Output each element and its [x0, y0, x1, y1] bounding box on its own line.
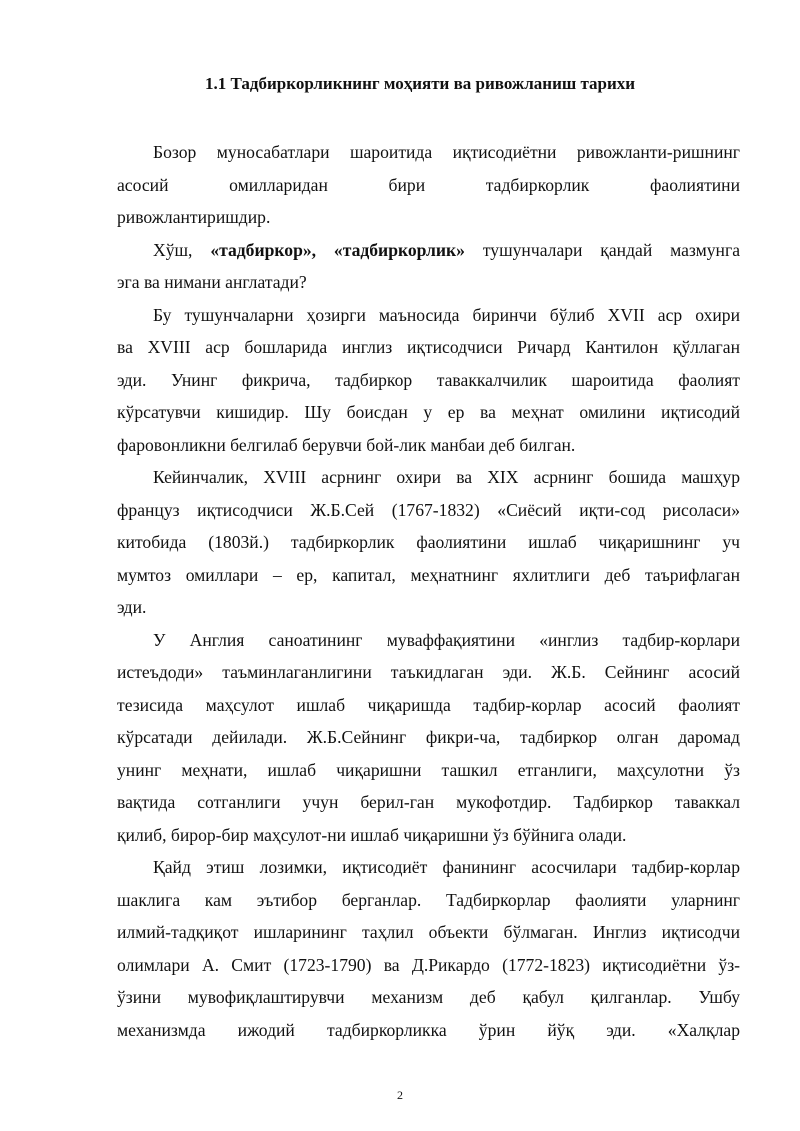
text-line: У Англия саноатининг муваффақиятини «инглиз тадбир-корлари: [153, 629, 740, 650]
text-line: вақтида сотганлиги учун берил-ган мукофотдир. Тадбиркор таваккал: [117, 792, 740, 812]
text-line: асосий омилларидан бири тадбиркорлик фаолиятини: [117, 174, 740, 195]
text-line: ва XVIII аср бошларида инглиз иқтисодчиси Ричард Кантилон қўллаган: [117, 337, 740, 357]
text-line: ривожлантиришдир.: [117, 207, 271, 227]
text-line: эга ва нимани англатади?: [117, 272, 307, 292]
text-line: тезисида маҳсулот ишлаб чиқаришда тадбир-корлар асосий фаолият: [117, 694, 740, 715]
text-line: истеъдоди» таъминлаганлигини таъкидлаган эди. Ж.Б. Сейнинг асосий: [117, 662, 740, 682]
text-line: Қайд этиш лозимки, иқтисодиёт фанининг асосчилари тадбир-корлар: [153, 857, 740, 877]
text-line: механизмда ижодий тадбиркорликка ўрин йўқ эди. «Халқлар: [117, 1019, 740, 1040]
text-line: ўзини мувофиқлаштирувчи механизм деб қабул қилганлар. Ушбу: [117, 987, 740, 1007]
bold-term: «тадбиркор», «тадбиркорлик»: [210, 239, 465, 260]
text-line: [117, 234, 740, 266]
text-line: эди. Унинг фикрича, тадбиркор таваккалчилик шароитида фаолият: [117, 369, 740, 390]
text-line: унинг меҳнати, ишлаб чиқаришни ташкил етганлиги, маҳсулотни ўз: [117, 759, 740, 780]
text-line: шаклига кам эътибор берганлар. Тадбиркорлар фаолияти уларнинг: [117, 889, 740, 910]
text-line: Кейинчалик, XVIII асрнинг охири ва XIX асрнинг бошида машҳур: [153, 467, 740, 487]
text-line: фаровонликни белгилаб берувчи бой-лик манбаи деб билган.: [117, 434, 576, 455]
text-fragment: тушунчалари қандай мазмунга: [464, 239, 740, 260]
text-line: Бу тушунчаларни ҳозирги маъносида биринчи бўлиб XVII аср охири: [153, 304, 740, 325]
section-title: 1.1 Тадбиркорликнинг моҳияти ва ривожланиш тарихи: [205, 74, 636, 93]
text-line: мумтоз омиллари – ер, капитал, меҳнатнинг яхлитлиги деб таърифлаган: [117, 564, 740, 585]
text-line: кўрсатувчи кишидир. Шу боисдан у ер ва меҳнат омилини иқтисодий: [117, 402, 740, 422]
text-line: Бозор муносабатлари шароитида иқтисодиётни ривожланти-ришнинг: [153, 142, 740, 162]
text-line: француз иқтисодчиси Ж.Б.Сей (1767-1832) «Сиёсий иқти-сод рисоласи»: [117, 499, 740, 520]
text-fragment: Хўш,: [153, 239, 211, 260]
text-line: эди.: [117, 597, 147, 617]
text-line: олимлари А. Смит (1723-1790) ва Д.Рикардо (1772-1823) иқтисодиётни ўз-: [117, 954, 740, 975]
text-line: қилиб, бирор-бир маҳсулот-ни ишлаб чиқаришни ўз бўйнига олади.: [117, 824, 627, 845]
page-number: 2: [397, 1088, 403, 1102]
text-line: илмий-тадқиқот ишларининг таҳлил объекти бўлмаган. Инглиз иқтисодчи: [117, 922, 740, 942]
text-line: китобида (1803й.) тадбиркорлик фаолиятини ишлаб чиқаришнинг уч: [117, 532, 740, 552]
text-line: кўрсатади дейилади. Ж.Б.Сейнинг фикри-ча, тадбиркор олган даромад: [117, 727, 740, 747]
